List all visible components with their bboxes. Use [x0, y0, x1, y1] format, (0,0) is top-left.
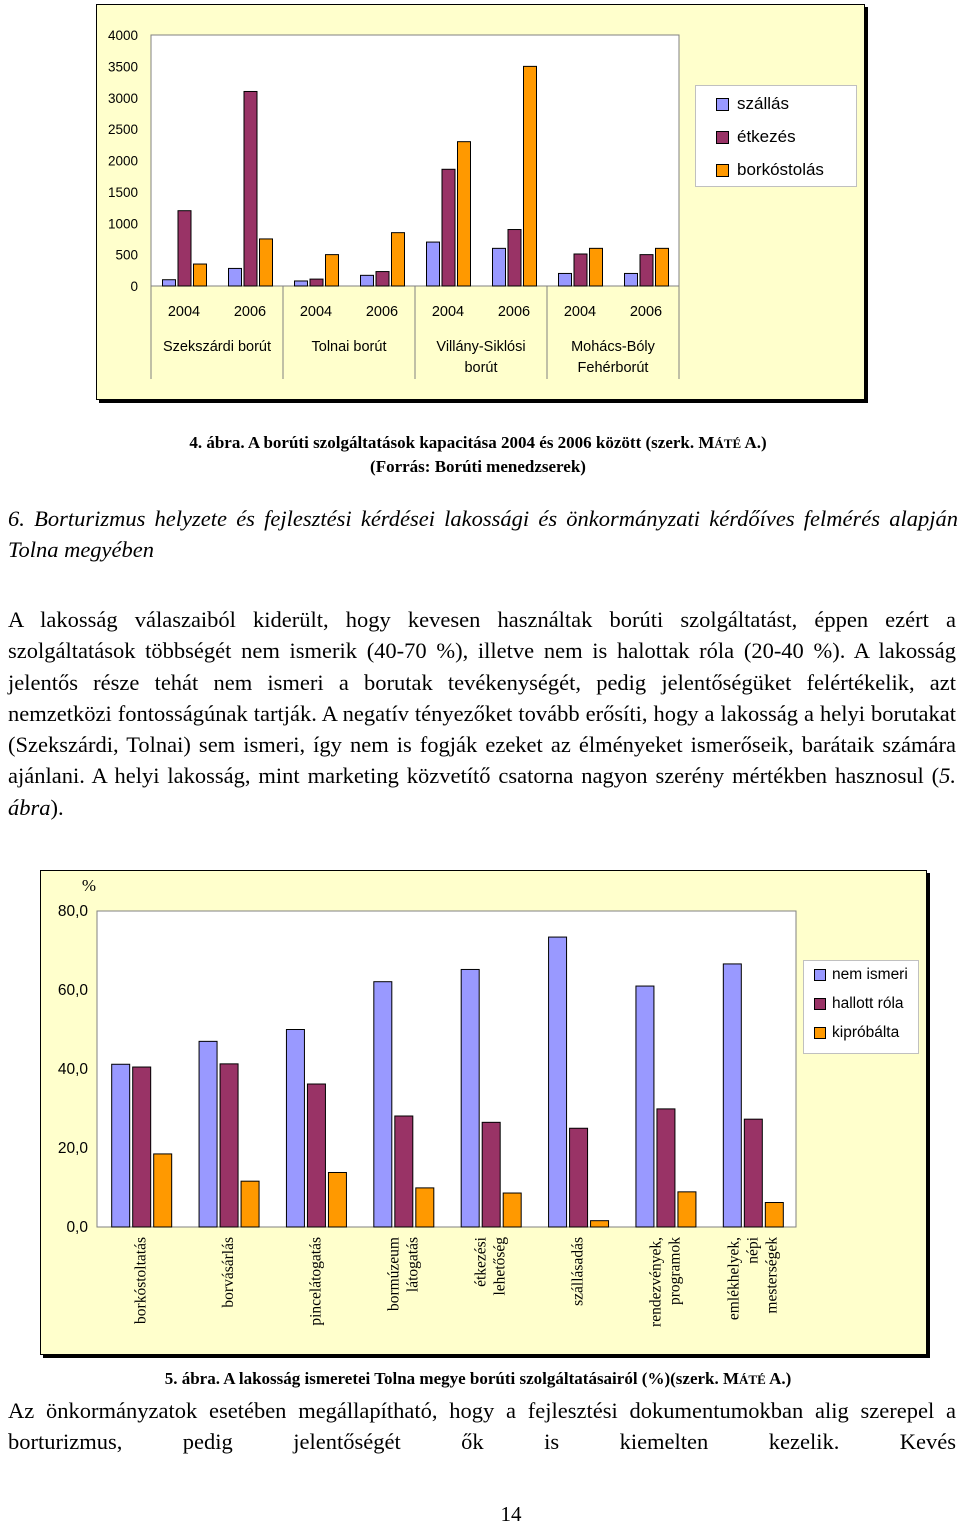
bar-borkóstolás [524, 66, 537, 286]
bar-szállás [427, 242, 440, 286]
bar-hallott róla [482, 1122, 500, 1227]
bar-étkezés [376, 272, 389, 286]
bar-étkezés [244, 91, 257, 286]
x-tick-label: 2006 [629, 304, 663, 320]
figure-4-plot [97, 5, 864, 399]
figure-5-caption-text: A lakosság ismeretei Tolna megye borúti szolgáltatásairól (%)(szerk. M [219, 1369, 740, 1388]
figure-4-chart [96, 4, 865, 400]
x-tick-label: emlékhelyek, [725, 1237, 743, 1321]
bar-nem ismeri [286, 1030, 304, 1228]
figure-5-legend [803, 960, 919, 1054]
x-tick-label: rendezvények, [647, 1237, 665, 1327]
bar-hallott róla [744, 1119, 762, 1227]
y-tick-label: 1000 [107, 216, 138, 232]
bar-kipróbálta [328, 1172, 346, 1227]
bar-szállás [229, 268, 242, 286]
bar-hallott róla [395, 1116, 413, 1227]
bar-kipróbálta [241, 1181, 259, 1227]
legend-item-kiprobalta [814, 1024, 899, 1042]
page-number: 14 [500, 1502, 522, 1526]
x-tick-label: népi [744, 1237, 762, 1264]
x-tick-label: bormúzeum [385, 1237, 403, 1312]
x-tick-label: lehetőség [491, 1237, 509, 1296]
y-tick-label: 2000 [107, 153, 138, 169]
y-tick-label: 0 [130, 279, 138, 294]
bar-nem ismeri [374, 982, 392, 1227]
x-tick-label: 2004 [563, 304, 597, 320]
paragraph-1 [8, 604, 956, 823]
figure-5-caption-author-smallcaps: ÁTÉ [739, 1372, 766, 1387]
figure-5-caption-end: A.) [765, 1369, 792, 1388]
bar-kipróbálta [678, 1192, 696, 1227]
bar-hallott róla [307, 1084, 325, 1227]
x-tick-label: 2004 [299, 304, 333, 320]
bar-étkezés [640, 255, 653, 286]
legend-label-szallas: szállás [737, 94, 789, 113]
x-tick-label: látogatás [404, 1237, 422, 1293]
figure-4-caption-author-smallcaps: ÁTÉ [714, 436, 742, 451]
group-label: Mohács-Bóly Fehérborút [571, 339, 655, 376]
y-tick-label: 3000 [107, 90, 138, 106]
x-tick-label: 2006 [365, 304, 399, 320]
y-tick-label: 60,0 [57, 982, 88, 999]
bar-kipróbálta [765, 1203, 783, 1227]
legend-swatch-kiprobalta [814, 1027, 826, 1039]
paragraph-2: Az önkormányzatok esetében megállapítható, hogy a fejlesztési dokumentumokban alig szerepel a borturizmus, pedig jelentőségét ők is kiemelten kezelik. Kevés [8, 1398, 956, 1455]
y-tick-label: 80,0 [57, 903, 88, 920]
paragraph-1-text: A lakosság válaszaiból kiderült, hogy kevesen használtak borúti szolgáltatást, éppen ezért a szolgáltatások többségét nem ismerik (40-70 %), illetve nem is halottak róla (20-40 %). A lakosság jelentős része tehát nem ismeri a borutak tevékenységét, pedig jelentőségüket felértékelik, azt nemzetközi fontosságúnak tartják. A negatív tényezőket tovább erősíti, hogy a lakosság a helyi borutakat (Szekszárdi, Tolnai) sem ismeri, így nem is fogják ezeket az élményeket ismerőseik, barátaik számára ajánlani. A helyi lakosság, mint marketing közvetítő csatorna nagyon szerény mértékben hasznosul ( [8, 607, 956, 789]
bar-szállás [559, 273, 572, 286]
figure-5-chart [40, 870, 927, 1355]
figure-4-caption [0, 431, 958, 456]
bar-borkóstolás [392, 233, 405, 286]
x-tick-label: pincelátogatás [307, 1237, 325, 1326]
y-tick-label: 40,0 [57, 1061, 88, 1078]
figure-4-caption-label: 4. ábra. [189, 433, 245, 452]
bar-borkóstolás [656, 248, 669, 286]
bar-szállás [295, 281, 308, 286]
figure-5-caption-label: 5. ábra. [164, 1369, 220, 1388]
bar-hallott róla [133, 1067, 151, 1227]
figure-4-caption-text: A borúti szolgáltatások kapacitása 2004 és 2006 között (szerk. M [244, 433, 715, 452]
bar-nem ismeri [461, 969, 479, 1227]
bar-borkóstolás [590, 248, 603, 286]
bar-hallott róla [570, 1128, 588, 1227]
bar-nem ismeri [199, 1041, 217, 1227]
bar-borkóstolás [260, 239, 273, 286]
figure-4-caption-end: A.) [741, 433, 767, 452]
bar-borkóstolás [194, 264, 207, 286]
bar-kipróbálta [416, 1188, 434, 1227]
legend-label-borkostolas: borkóstolás [737, 160, 824, 179]
legend-swatch-szallas [716, 98, 729, 111]
bar-kipróbálta [591, 1221, 609, 1227]
x-tick-label: 2006 [233, 304, 267, 320]
bar-szállás [493, 248, 506, 286]
x-tick-label: borvásárlás [220, 1237, 238, 1308]
bar-szállás [163, 280, 176, 286]
legend-item-szallas [716, 94, 789, 114]
legend-label-etkezes: étkezés [737, 127, 796, 146]
figure-5-caption [0, 1367, 958, 1392]
x-tick-label: 2006 [497, 304, 531, 320]
legend-label-hallott-rola: hallott róla [832, 995, 904, 1012]
y-tick-label: 20,0 [57, 1140, 88, 1157]
legend-swatch-nem-ismeri [814, 969, 826, 981]
bar-étkezés [178, 211, 191, 286]
y-tick-label: 0,0 [66, 1219, 88, 1236]
x-tick-label: borkóstoltatás [132, 1237, 150, 1324]
group-label: Tolnai borút [311, 339, 387, 355]
y-tick-label: 2500 [107, 122, 138, 138]
group-label: Villány-Siklósi borút [436, 339, 526, 376]
bar-nem ismeri [636, 986, 654, 1227]
legend-item-borkostolas [716, 160, 824, 180]
x-tick-label: mesterségek [763, 1237, 781, 1314]
bar-szállás [625, 273, 638, 286]
y-tick-label: 3500 [107, 59, 138, 75]
legend-item-nem-ismeri [814, 966, 908, 984]
bar-étkezés [310, 279, 323, 286]
bar-étkezés [574, 254, 587, 286]
y-tick-label: 500 [115, 247, 138, 263]
bar-nem ismeri [549, 937, 567, 1227]
x-tick-label: 2004 [431, 304, 465, 320]
y-axis-label: % [81, 876, 97, 895]
bar-étkezés [508, 230, 521, 286]
bar-hallott róla [657, 1109, 675, 1227]
bar-kipróbálta [503, 1193, 521, 1227]
paragraph-1-figure-ref: 5. ábra [8, 763, 956, 820]
group-label: Szekszárdi borút [163, 339, 271, 355]
bar-kipróbálta [154, 1154, 172, 1227]
legend-swatch-etkezes [716, 131, 729, 144]
y-tick-label: 4000 [107, 28, 138, 43]
section-heading: 6. Borturizmus helyzete és fejlesztési kérdései lakossági és önkormányzati kérdőíves felmérés alapján Tolna megyében [8, 506, 958, 562]
bar-nem ismeri [723, 964, 741, 1227]
legend-swatch-borkostolas [716, 164, 729, 177]
figure-4-legend [695, 85, 857, 187]
bar-szállás [361, 275, 374, 286]
x-tick-label: programok [666, 1237, 684, 1306]
bar-borkóstolás [458, 142, 471, 286]
figure-5-plot [41, 871, 926, 1354]
y-tick-label: 1500 [107, 184, 138, 200]
bar-nem ismeri [112, 1064, 130, 1227]
paragraph-1-end: ). [50, 794, 64, 820]
x-tick-label: szállásadás [569, 1237, 587, 1306]
bar-hallott róla [220, 1064, 238, 1227]
bar-étkezés [442, 169, 455, 286]
x-tick-label: 2004 [167, 304, 201, 320]
x-tick-label: étkezési [472, 1237, 490, 1287]
legend-item-hallott-rola [814, 995, 904, 1013]
legend-item-etkezes [716, 127, 796, 147]
figure-4-source: (Forrás: Borúti menedzserek) [370, 457, 586, 476]
bar-borkóstolás [326, 255, 339, 286]
legend-swatch-hallott-rola [814, 998, 826, 1010]
legend-label-nem-ismeri: nem ismeri [832, 966, 908, 983]
legend-label-kiprobalta: kipróbálta [832, 1024, 900, 1041]
